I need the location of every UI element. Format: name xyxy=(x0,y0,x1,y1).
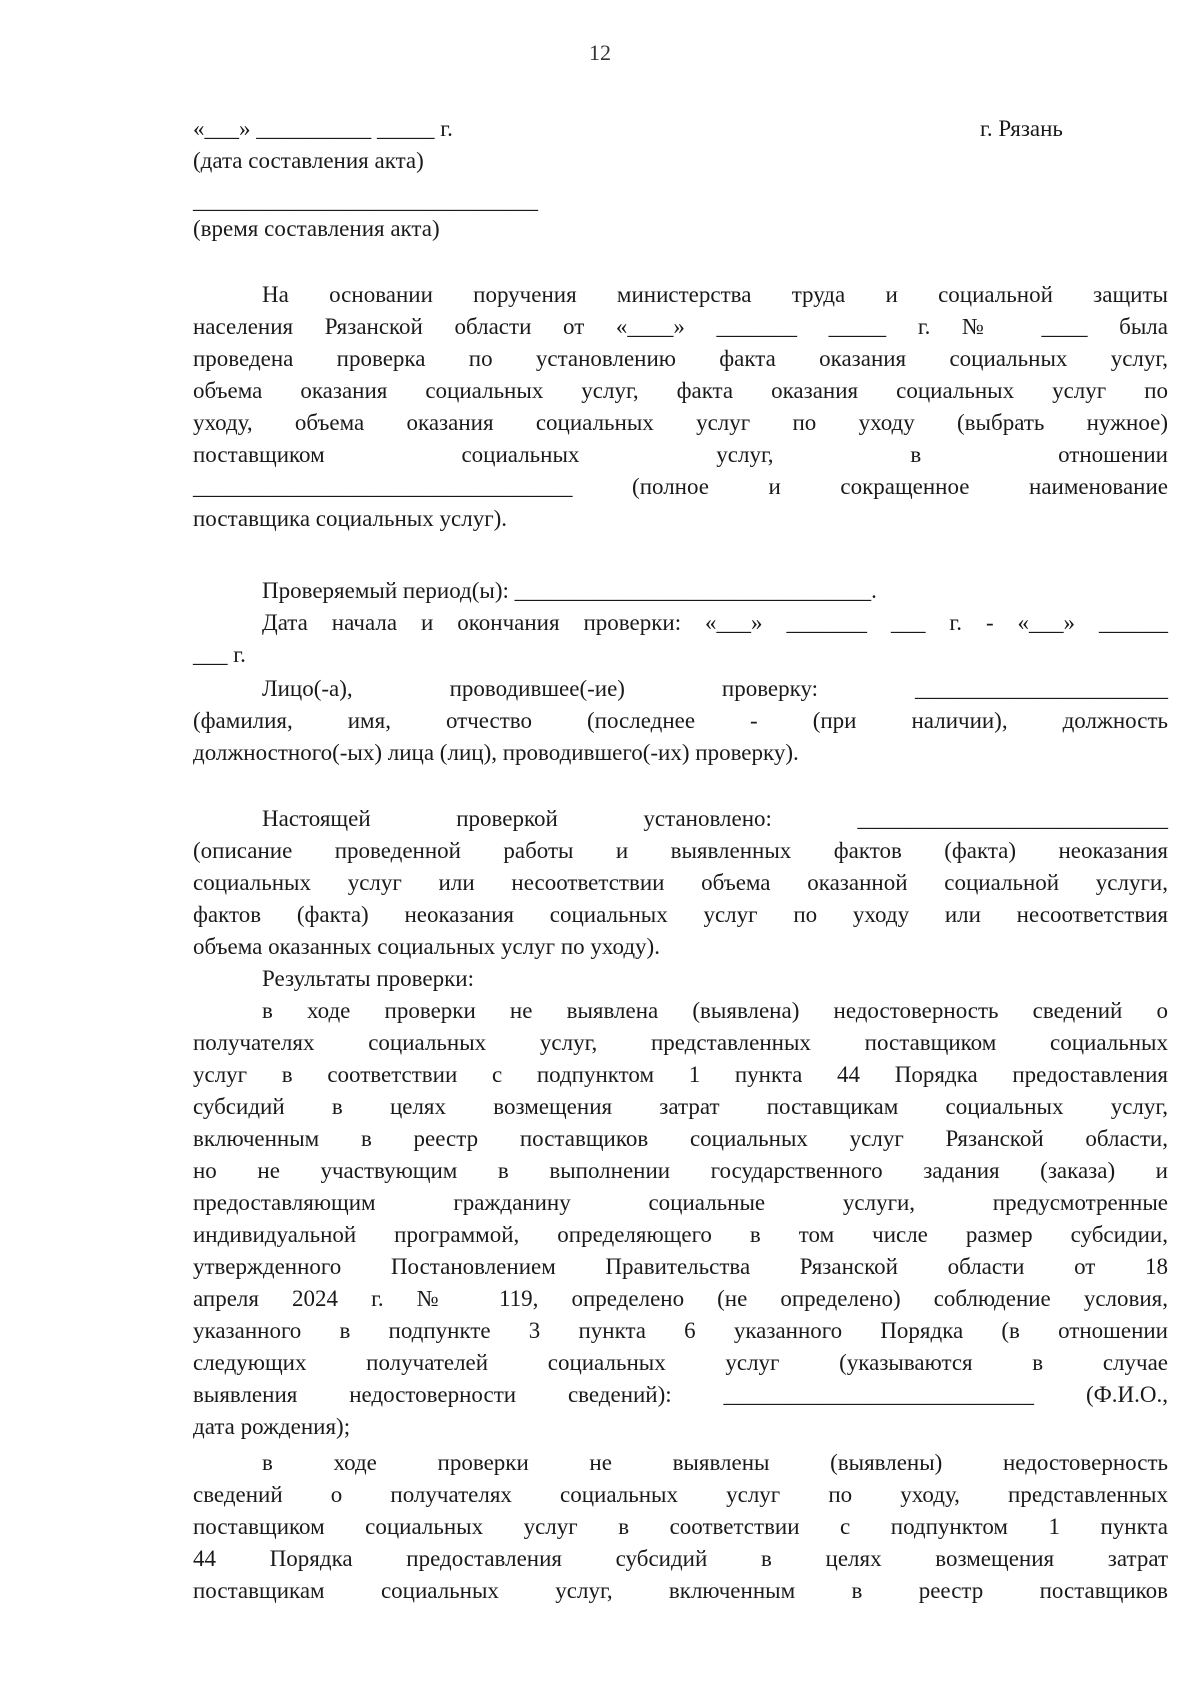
person-line: Лицо(-а), проводившее(-ие) проверку: ______________________ xyxy=(262,676,1168,701)
results-line: получателях социальных услуг, представленных поставщиком социальных xyxy=(193,1030,1168,1055)
results-line-2: сведений о получателях социальных услуг по уходу, представленных xyxy=(193,1482,1168,1507)
basis-line: проведена проверка по установлению факта оказания социальных услуг, xyxy=(193,346,1168,371)
results-line: услуг в соответствии с подпунктом 1 пункта 44 Порядка предоставления xyxy=(193,1062,1168,1087)
findings-line: фактов (факта) неоказания социальных услуг по уходу или несоответствия xyxy=(193,902,1168,927)
person-line: должностного(-ых) лица (лиц), проводившего(-их) проверку). xyxy=(193,740,799,765)
city-label: г. Рязань xyxy=(980,116,1063,141)
results-line: утвержденного Постановлением Правительства Рязанской области от 18 xyxy=(193,1254,1168,1279)
findings-line: объема оказанных социальных услуг по уходу). xyxy=(193,934,660,959)
results-line: указанного в подпункте 3 пункта 6 указанного Порядка (в отношении xyxy=(193,1318,1168,1343)
results-line: но не участвующим в выполнении государственного задания (заказа) и xyxy=(193,1158,1168,1183)
basis-line: населения Рязанской области от «____» _______ _____ г. № ____ была xyxy=(193,314,1168,339)
results-line: предоставляющим гражданину социальные услуги, предусмотренные xyxy=(193,1190,1168,1215)
person-line: (фамилия, имя, отчество (последнее - (при наличии), должность xyxy=(193,708,1168,733)
basis-line: поставщика социальных услуг). xyxy=(193,506,508,531)
findings-line: социальных услуг или несоответствии объема оказанной социальной услуги, xyxy=(193,870,1168,895)
act-time-blank: ______________________________ xyxy=(193,188,538,213)
results-line: субсидий в целях возмещения затрат поставщикам социальных услуг, xyxy=(193,1094,1168,1119)
results-line-2: 44 Порядка предоставления субсидий в целях возмещения затрат xyxy=(193,1546,1168,1571)
basis-line: _________________________________ (полное и сокращенное наименование xyxy=(193,474,1168,499)
act-date-caption: (дата составления акта) xyxy=(193,148,424,173)
results-line: индивидуальной программой, определяющего в том числе размер субсидии, xyxy=(193,1222,1168,1247)
act-time-caption: (время составления акта) xyxy=(193,216,440,241)
results-line: в ходе проверки не выявлена (выявлена) недостоверность сведений о xyxy=(262,998,1168,1023)
results-line: апреля 2024 г. № 119, определено (не определено) соблюдение условия, xyxy=(193,1286,1168,1311)
results-line: выявления недостоверности сведений): ___________________________ (Ф.И.О., xyxy=(193,1382,1168,1407)
dates-line: Дата начала и окончания проверки: «___» _______ ___ г. - «___» ______ xyxy=(262,610,1168,635)
basis-line: На основании поручения министерства труда и социальной защиты xyxy=(262,282,1168,307)
results-line-2: поставщиком социальных услуг в соответствии с подпунктом 1 пункта xyxy=(193,1514,1168,1539)
results-line-2: поставщикам социальных услуг, включенным в реестр поставщиков xyxy=(193,1578,1168,1603)
basis-line: уходу, объема оказания социальных услуг по уходу (выбрать нужное) xyxy=(193,410,1168,435)
basis-line: объема оказания социальных услуг, факта оказания социальных услуг по xyxy=(193,378,1168,403)
period-line: Проверяемый период(ы): _______________________________. xyxy=(262,578,877,603)
results-line: следующих получателей социальных услуг (указываются в случае xyxy=(193,1350,1168,1375)
results-line-2: в ходе проверки не выявлены (выявлены) недостоверность xyxy=(262,1450,1168,1475)
results-line: дата рождения); xyxy=(193,1414,351,1439)
findings-line: (описание проведенной работы и выявленных фактов (факта) неоказания xyxy=(193,838,1168,863)
results-line: включенным в реестр поставщиков социальных услуг Рязанской области, xyxy=(193,1126,1168,1151)
page-number: 12 xyxy=(589,40,611,65)
act-date-line: «___» __________ _____ г. xyxy=(193,116,453,141)
results-heading: Результаты проверки: xyxy=(262,966,474,991)
findings-line: Настоящей проверкой установлено: ___________________________ xyxy=(262,806,1168,831)
basis-line: поставщиком социальных услуг, в отношении xyxy=(193,442,1168,467)
dates-line: ___ г. xyxy=(193,642,246,667)
